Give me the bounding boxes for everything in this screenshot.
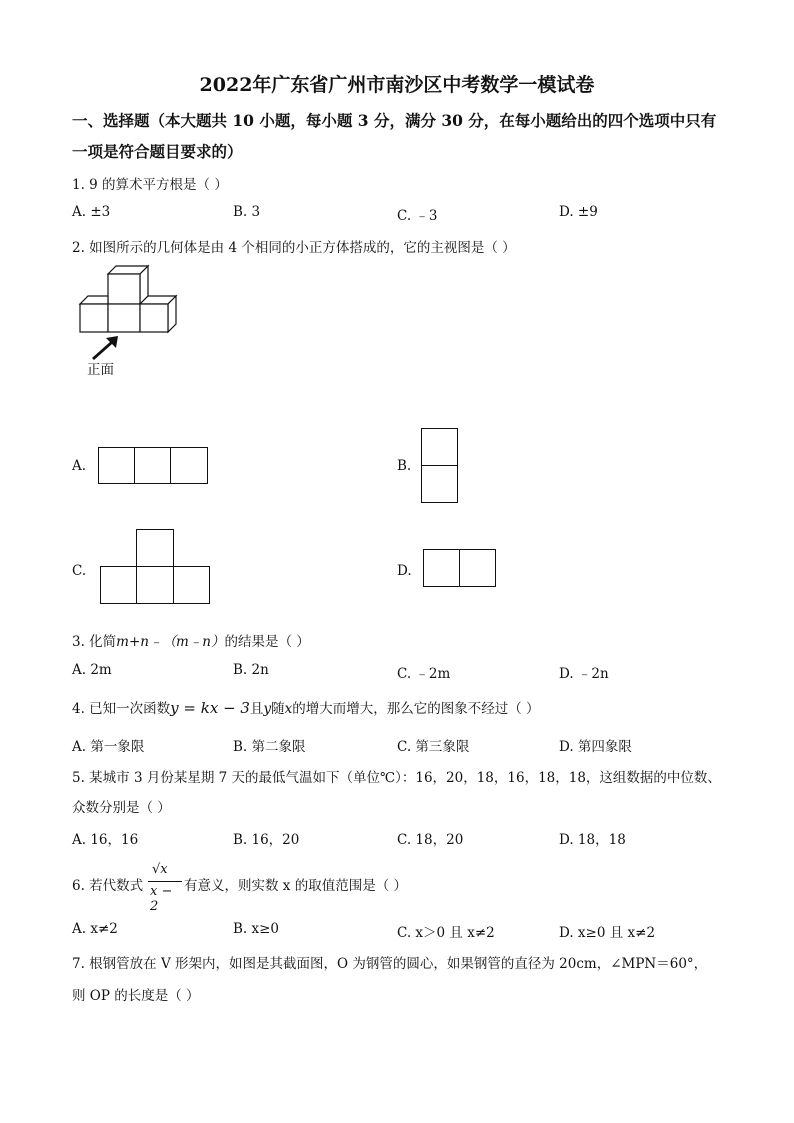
question-2-stem: 2. 如图所示的几何体是由 4 个相同的小正方体搭成的，它的主视图是（ ） bbox=[72, 240, 516, 256]
q5-option-c: C. 18，20 bbox=[397, 832, 464, 848]
q6-option-d: D. x≥0 且 x≠2 bbox=[559, 925, 656, 941]
question-7-stem-line1: 7. 根钢管放在 V 形架内，如图是其截面图，O 为钢管的圆心，如果钢管的直径为 20cm，∠MPN＝60°， bbox=[72, 956, 708, 972]
question-1-stem: 1. 9 的算术平方根是（ ） bbox=[72, 177, 228, 193]
q5-option-a: A. 16，16 bbox=[72, 832, 139, 848]
q3-option-c: C. ﹣2m bbox=[397, 666, 451, 682]
question-3-stem: 3. 化简m+n﹣（m﹣n）的结果是（ ） bbox=[72, 634, 310, 650]
q6-fraction-denominator: x − 2 bbox=[150, 884, 173, 914]
page-title: 2022年广东省广州市南沙区中考数学一模试卷 bbox=[199, 74, 595, 96]
q4-option-d: D. 第四象限 bbox=[559, 739, 632, 755]
q3-option-a: A. 2m bbox=[72, 662, 112, 678]
q1-option-c: C. ﹣3 bbox=[397, 208, 438, 224]
question-4-stem: 4. 已知一次函数y = kx − 3且y随x的增大而增大，那么它的图象不经过（ ） bbox=[72, 699, 540, 717]
q1-option-b: B. 3 bbox=[233, 204, 261, 220]
q4-option-c: C. 第三象限 bbox=[397, 739, 470, 755]
front-label: 正面 bbox=[87, 362, 114, 378]
q2-option-c-letter: C. bbox=[72, 563, 87, 579]
question-5-stem-line2: 众数分别是（ ） bbox=[72, 800, 171, 816]
question-6-stem-suffix: 有意义，则实数 x 的取值范围是（ ） bbox=[184, 878, 407, 894]
question-6-stem-prefix: 6. 若代数式 bbox=[72, 878, 144, 894]
q4-option-a: A. 第一象限 bbox=[72, 739, 145, 755]
section-header-line2: 一项是符合题目要求的） bbox=[72, 142, 243, 161]
question-5-stem-line1: 5. 某城市 3 月份某星期 7 天的最低气温如下（单位℃）：16，20，18，16，18，18，这组数据的中位数、 bbox=[72, 770, 721, 786]
q6-fraction-numerator: √x bbox=[152, 862, 168, 877]
q6-option-c: C. x＞0 且 x≠2 bbox=[397, 925, 495, 941]
q3-option-d: D. ﹣2n bbox=[559, 666, 609, 682]
q5-option-d: D. 18，18 bbox=[559, 832, 626, 848]
section-header-line1: 一、选择题（本大题共 10 小题，每小题 3 分，满分 30 分，在每小题给出的四个选项中只有 bbox=[72, 111, 717, 130]
q5-option-b: B. 16，20 bbox=[233, 832, 300, 848]
q3-option-b: B. 2n bbox=[233, 662, 269, 678]
q2-option-a-letter: A. bbox=[72, 458, 87, 474]
q1-option-a: A. ±3 bbox=[72, 204, 111, 220]
question-7-stem-line2: 则 OP 的长度是（ ） bbox=[72, 988, 200, 1004]
q2-option-d-letter: D. bbox=[397, 563, 412, 579]
q6-option-b: B. x≥0 bbox=[233, 921, 280, 937]
q6-fraction bbox=[148, 862, 184, 914]
q1-option-d: D. ±9 bbox=[559, 204, 598, 220]
q2-option-b-letter: B. bbox=[397, 458, 412, 474]
q4-option-b: B. 第二象限 bbox=[233, 739, 306, 755]
q6-option-a: A. x≠2 bbox=[72, 921, 118, 937]
